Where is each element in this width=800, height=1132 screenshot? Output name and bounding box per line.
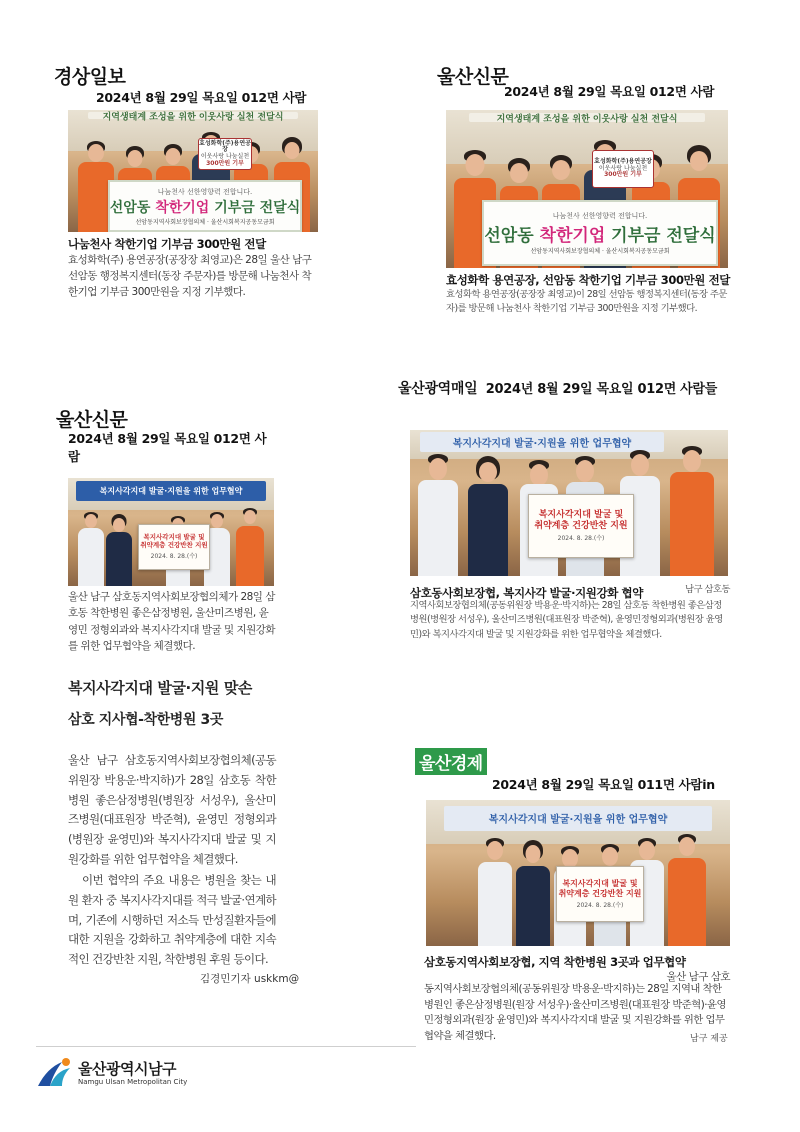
dateline: 2024년 8월 29일 목요일 012면 사람 <box>504 84 715 99</box>
event-banner: 나눔천사 선한영향력 전합니다. 선암동 착한기업 기부금 전달식 선암동지역사회보장협의체 · 울산시회복지공동모금회 <box>482 200 718 266</box>
news-photo-agreement: 복지사각지대 발굴·지원을 위한 업무협약 복지사각지대 발굴 및 취약계층 건강반찬 지원 2024. 8. 28.(수) <box>410 430 728 576</box>
paper-name: 울산신문 <box>56 409 128 431</box>
caption-tag: 울산 남구 삼호 <box>666 971 730 983</box>
wall-banner-text: 지역생태계 조성을 위한 이웃사랑 실천 전달식 <box>102 112 284 123</box>
article-paragraph: 울산 남구 삼호동지역사회보장협의체(공동위원장 박용운·박지하)가 28일 삼호동 착한병원 좋은삼정병원(병원장 서성우), 울산미즈병원(대표원장 박준혁), 윤영민 정형외과(병원장 윤영민)와 복지사각지대 발굴 및 지원강화를 위한 업무협약을 체결했다. <box>68 753 276 866</box>
person <box>106 514 132 586</box>
caption-body: 효성화학 용연공장(공장장 최영교)이 28일 선암동 행정복지센터(동장 주문자)를 방문해 나눔천사 착한기업 기부금 300만원을 지정 기부했다. <box>446 289 727 315</box>
donation-sign: 효성화학(주)용연공장 이웃사랑 나눔실천 300만원 기부 <box>592 150 654 188</box>
agreement-board: 복지사각지대 발굴 및 취약계층 건강반찬 지원 2024. 8. 28.(수) <box>556 866 644 922</box>
donation-sign: 효성화학(주)용연공장 이웃사랑 나눔실천 300만원 기부 <box>198 138 252 170</box>
person <box>236 506 264 586</box>
person <box>418 450 458 576</box>
article-subhead: 삼호 지사협-착한병원 3곳 <box>68 712 223 728</box>
dateline: 2024년 8월 29일 목요일 011면 사람in <box>492 777 715 792</box>
article-paragraph: 이번 협약의 주요 내용은 병원을 찾는 내원 환자 중 복지사각지대를 적극 발굴·연계하며, 기존에 시행하던 저소득 만성질환자들에 대한 지원을 강화하고 취약계층에 대한 지속적인 건강반찬 지원, 착한병원 후원 등이다. <box>68 873 276 967</box>
dateline: 울산광역매일 2024년 8월 29일 목요일 012면 사람들 <box>398 381 717 397</box>
caption-title: 삼호동지역사회보장협, 지역 착한병원 3곳과 업무협약 <box>424 955 686 969</box>
caption-title: 나눔천사 착한기업 기부금 300만원 전달 <box>68 237 266 251</box>
photo-credit: 남구 제공 <box>690 1034 728 1044</box>
person <box>468 456 508 576</box>
news-photo-agreement: 복지사각지대 발굴·지원을 위한 업무협약 복지사각지대 발굴 및 취약계층 건강반찬 지원 2024. 8. 28.(수) <box>426 800 730 946</box>
paper-name: 울산신문 <box>437 66 509 88</box>
dateline: 2024년 8월 29일 목요일 012면 사람 <box>96 90 307 105</box>
agreement-board: 복지사각지대 발굴 및 취약계층 건강반찬 지원 2024. 8. 28.(수) <box>528 494 634 558</box>
caption-body: 지역사회보장협의체(공동위원장 박용운·박지하)는 28일 삼호동 착한병원 좋은삼정병원(병원장 서성우), 울산미즈병원(대표원장 박준혁), 윤영민정형외과(병원장 윤영민)와 복지사각지대 발굴 및 지원강화를 위한 업무협약을 체결했다. <box>410 600 723 640</box>
caption-body: 효성화학(주) 용연공장(공장장 최영교)은 28일 울산 남구 선암동 행정복지센터(동장 주문자)를 방문해 나눔천사 착한기업 기부금 300만원을 지정 기부했다. <box>68 254 312 298</box>
agreement-board: 복지사각지대 발굴 및 취약계층 건강반찬 지원 2024. 8. 28.(수) <box>138 524 210 570</box>
person <box>668 830 706 946</box>
caption-tag: 남구 삼호동 <box>685 584 730 595</box>
news-photo-agreement: 복지사각지대 발굴·지원을 위한 업무협약 복지사각지대 발굴 및 취약계층 건강반찬 지원 2024. 8. 28.(수) <box>68 478 274 586</box>
dateline: 2024년 8월 29일 목요일 012면 사 <box>68 431 267 446</box>
event-banner: 나눔천사 선한영향력 전합니다. 선암동 착한기업 기부금 전달식 선암동지역사회보장협의체 · 울산시회복지공동모금회 <box>108 180 302 232</box>
logo-korean-name: 울산광역시남구 <box>78 1060 176 1078</box>
news-photo-donation <box>68 110 318 232</box>
person <box>670 442 714 576</box>
namgu-logo-icon <box>36 1056 74 1090</box>
caption-body: 울산 남구 삼호동지역사회보장협의체가 28일 삼호동 착한병원 좋은삼정병원, 울산미즈병원, 윤영민 정형외과와 복지사각지대 발굴 및 지원강화를 위한 업무협약을 체결했다. <box>68 591 276 652</box>
paper-name: 울산경제 <box>415 748 487 775</box>
news-photo-donation: 지역생태계 조성을 위한 이웃사랑 실천 전달식 효성화학(주)용연공장 이웃사랑 나눔실천 300만원 기부 나눔천사 선한영향력 전합니다. 선암동 착한기업 기부금 전달식 선암동지역사회보장협의체 · 울산시회복지공동모금회 <box>446 110 728 268</box>
footer-divider <box>36 1046 416 1047</box>
caption-body: 동지역사회보장협의체(공동위원장 박용운·박지하)는 28일 지역내 착한병원인 좋은삼정병원(원장 서성우)·울산미즈병원(대표원장 박준혁)·윤영민정형외과(원장 윤영민)와 복지사각지대 발굴 및 지원강화를 위한 업무협약을 체결했다. <box>424 983 726 1042</box>
person <box>78 510 104 586</box>
person <box>516 840 550 946</box>
dateline-wrap: 람 <box>68 449 80 464</box>
article-byline: 김경민기자 uskkm@ <box>200 973 300 985</box>
person <box>478 834 512 946</box>
caption-title: 삼호동사회보장협, 복지사각 발굴·지원강화 협약 <box>410 586 643 600</box>
logo-english-name: Namgu Ulsan Metropolitan City <box>78 1078 188 1086</box>
caption <box>424 951 730 986</box>
caption-title: 효성화학 용연공장, 선암동 착한기업 기부금 300만원 전달 <box>446 273 730 287</box>
paper-name: 울산광역매일 <box>398 381 478 397</box>
article-headline: 복지사각지대 발굴·지원 맞손 <box>68 679 253 697</box>
footer-logo <box>36 1056 196 1092</box>
paper-name: 경상일보 <box>54 66 126 88</box>
